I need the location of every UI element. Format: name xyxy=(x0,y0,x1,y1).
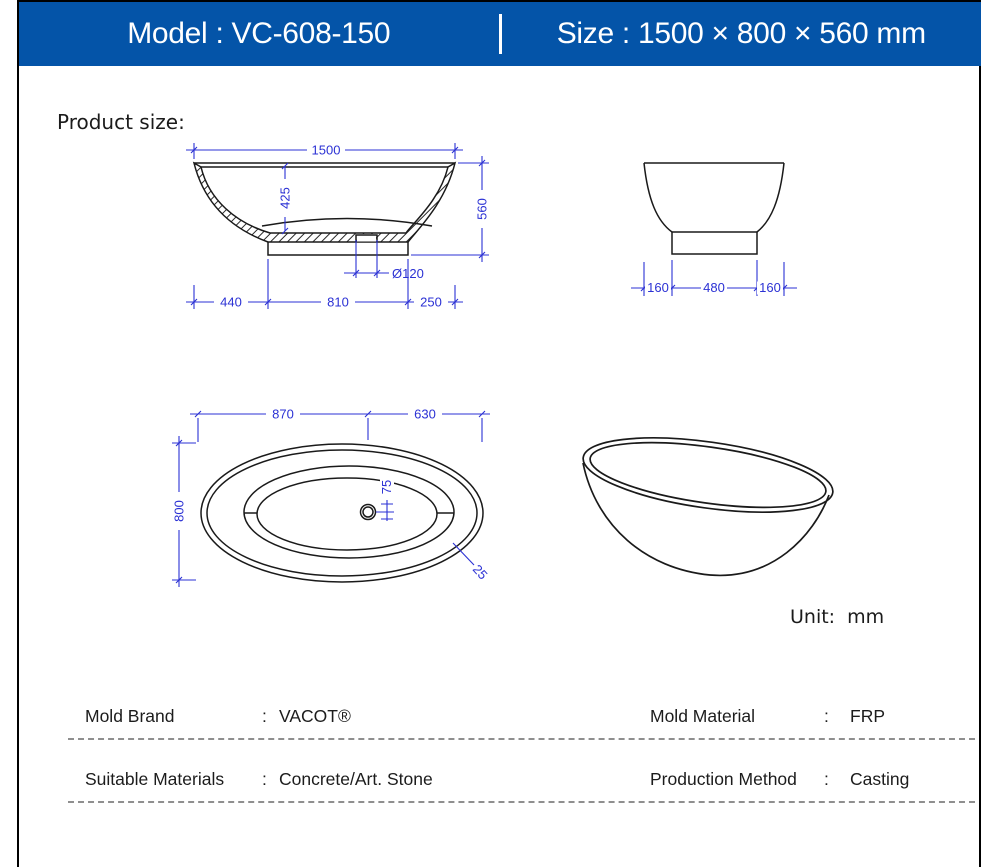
dim-base-left-offset: 160 xyxy=(647,280,669,295)
suitable-materials-value: Concrete/Art. Stone xyxy=(279,769,433,789)
model-separator: : xyxy=(207,17,232,50)
size-label: Size xyxy=(556,17,614,50)
model-label: Model xyxy=(127,17,208,50)
dim-base-right-offset: 160 xyxy=(759,280,781,295)
perspective-view-drawing xyxy=(560,410,900,610)
mold-material-label: Mold Material xyxy=(650,706,756,726)
dim-drain-offset: 75 xyxy=(379,479,394,495)
dim-right-length: 630 xyxy=(414,406,436,422)
row-separator xyxy=(68,801,975,803)
colon: : xyxy=(824,769,829,789)
plan-dimensions xyxy=(172,411,490,587)
unit-label: Unit: xyxy=(790,606,836,628)
front-elevation-drawing xyxy=(168,128,508,323)
production-method-label: Production Method xyxy=(650,769,797,789)
plan-outline xyxy=(201,444,483,582)
suitable-materials-label: Suitable Materials xyxy=(85,769,225,789)
size-title xyxy=(502,2,982,66)
size-separator: : xyxy=(613,17,638,50)
row-separator xyxy=(68,738,975,740)
dim-drain-diameter: Ø120 xyxy=(392,266,424,281)
perspective-outline xyxy=(579,425,838,576)
dim-plan-width: 800 xyxy=(171,500,187,522)
side-dim-labels xyxy=(645,280,783,295)
side-elevation-drawing xyxy=(618,128,948,323)
mold-brand-value: VACOT® xyxy=(279,706,351,726)
mold-material-value: FRP xyxy=(850,706,885,726)
section-title: Product size: xyxy=(57,110,185,134)
spec-row-2 xyxy=(68,769,977,791)
tub-section-outline xyxy=(194,163,455,255)
model-value: VC-608-150 xyxy=(231,17,391,50)
spec-row-1 xyxy=(68,706,977,728)
unit-value: mm xyxy=(847,606,885,628)
mold-brand-label: Mold Brand xyxy=(85,706,175,726)
colon: : xyxy=(824,706,829,726)
dim-overall-height: 560 xyxy=(474,198,490,220)
size-value: 1500 × 800 × 560 mm xyxy=(637,17,926,50)
front-dimensions xyxy=(186,143,489,309)
dim-inner-depth: 425 xyxy=(277,187,293,209)
side-outline xyxy=(644,163,784,254)
dim-bottom-left: 440 xyxy=(220,294,242,310)
plan-dim-labels xyxy=(172,407,491,583)
unit-note xyxy=(790,606,884,628)
header-bar xyxy=(19,2,981,66)
production-method-value: Casting xyxy=(850,769,910,789)
dim-left-length: 870 xyxy=(272,406,294,422)
dim-base-width: 480 xyxy=(703,280,725,295)
dim-rim-thickness: 25 xyxy=(469,561,491,583)
dim-overall-width: 1500 xyxy=(311,142,341,158)
colon: : xyxy=(262,706,267,726)
dim-bottom-middle: 810 xyxy=(327,294,349,310)
colon: : xyxy=(262,769,267,789)
plan-view-drawing xyxy=(148,388,508,613)
model-title xyxy=(19,2,499,66)
dim-bottom-right: 250 xyxy=(420,294,442,310)
